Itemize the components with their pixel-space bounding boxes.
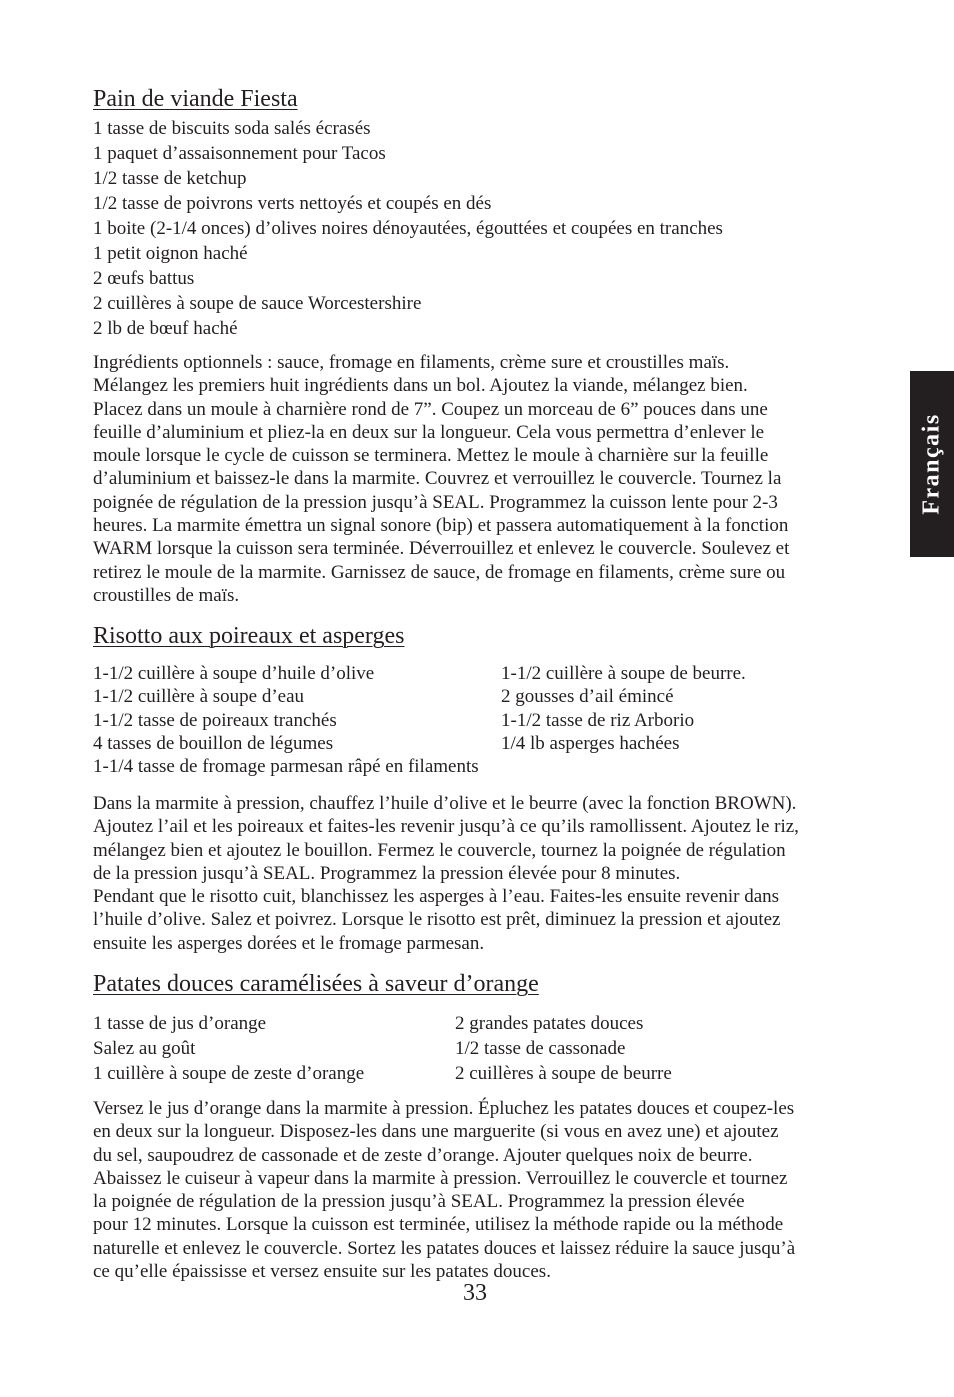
instruction-line: d’aluminium et baissez-le dans la marmite. Couvrez et verrouillez le couvercle. Tournez la — [93, 468, 782, 490]
ingredient-line: 1-1/2 tasse de poireaux tranchés — [93, 709, 337, 731]
ingredient-line: 1 cuillère à soupe de zeste d’orange — [93, 1063, 365, 1084]
instruction-line: Versez le jus d’orange dans la marmite à pression. Épluchez les patates douces et coupez-les — [93, 1098, 795, 1119]
ingredient-line: 2 cuillères à soupe de beurre — [455, 1063, 672, 1084]
recipe-title-pain-de-viande: Pain de viande Fiesta — [93, 86, 298, 112]
instruction-line: retirez le moule de la marmite. Garnissez de sauce, de fromage en filaments, crème sure ou — [93, 561, 786, 583]
instruction-line: Mélangez les premiers huit ingrédients dans un bol. Ajoutez la viande, mélangez bien. — [93, 375, 748, 397]
ingredient-line: 4 tasses de bouillon de légumes — [93, 732, 334, 754]
instruction-line: feuille d’aluminium et pliez-la en deux sur la longueur. Cela vous permettra d’enlever le — [93, 421, 765, 443]
ingredient-line: 1-1/2 cuillère à soupe d’eau — [93, 686, 305, 708]
instruction-line: Dans la marmite à pression, chauffez l’huile d’olive et le beurre (avec la fonction BROWN). — [93, 793, 797, 814]
ingredient-line: 1-1/4 tasse de fromage parmesan râpé en filaments — [93, 756, 479, 778]
ingredient-line: 2 grandes patates douces — [455, 1013, 644, 1034]
instructions-patates-douces — [93, 1097, 795, 1283]
instruction-line: mélangez bien et ajoutez le bouillon. Fermez le couvercle, tournez la poignée de régulation — [93, 839, 786, 861]
ingredient-line: 1/4 lb asperges hachées — [501, 732, 680, 754]
ingredient-line: 1/2 tasse de ketchup — [93, 168, 247, 189]
ingredient-line: 1-1/2 cuillère à soupe de beurre. — [501, 663, 746, 684]
ingredient-line: 1 tasse de biscuits soda salés écrasés — [93, 118, 371, 139]
instruction-line: ensuite les asperges dorées et le fromage parmesan. — [93, 932, 485, 954]
language-side-tab — [910, 371, 954, 557]
ingredient-line: 1/2 tasse de cassonade — [455, 1038, 626, 1059]
ingredient-line: 1 petit oignon haché — [93, 243, 248, 264]
language-tab-label: Français — [918, 413, 945, 515]
instruction-line: pour 12 minutes. Lorsque la cuisson est terminée, utilisez la méthode rapide ou la méthode — [93, 1214, 784, 1236]
ingredient-line: 1 paquet d’assaisonnement pour Tacos — [93, 143, 386, 164]
ingredient-line: Salez au goût — [93, 1038, 196, 1059]
instruction-line: Ingrédients optionnels : sauce, fromage en filaments, crème sure et croustilles maïs. — [93, 352, 730, 373]
ingredient-list-patates-left — [93, 1011, 364, 1086]
instruction-line: moule lorsque le cycle de cuisson se terminera. Mettez le moule à charnière sur la feuille — [93, 445, 769, 467]
ingredient-list-pain-de-viande — [93, 116, 723, 341]
instruction-line: croustilles de maïs. — [93, 584, 240, 606]
ingredient-line: 1/2 tasse de poivrons verts nettoyés et coupés en dés — [93, 193, 492, 214]
instruction-line: Ajoutez l’ail et les poireaux et faites-les revenir jusqu’à ce qu’ils ramollissent. Ajoutez le riz, — [93, 816, 799, 838]
ingredient-line: 2 œufs battus — [93, 268, 195, 289]
instruction-line: Pendant que le risotto cuit, blanchissez les asperges à l’eau. Faites-les ensuite revenir dans — [93, 886, 780, 908]
instruction-line: du sel, saupoudrez de cassonade et de zeste d’orange. Ajouter quelques noix de beurre. — [93, 1144, 753, 1166]
ingredient-list-risotto-left — [93, 662, 479, 778]
ingredient-line: 1-1/2 tasse de riz Arborio — [501, 709, 695, 731]
ingredient-line: 1-1/2 cuillère à soupe d’huile d’olive — [93, 663, 375, 684]
instruction-line: Abaissez le cuiseur à vapeur dans la marmite à pression. Verrouillez le couvercle et tournez — [93, 1167, 788, 1189]
instruction-line: WARM lorsque la cuisson sera terminée. Déverrouillez et enlevez le couvercle. Soulevez et — [93, 538, 790, 560]
instruction-line: Placez dans un moule à charnière rond de 7”. Coupez un morceau de 6” pouces dans une — [93, 398, 768, 420]
instructions-pain-de-viande — [93, 351, 789, 607]
instruction-line: ce qu’elle épaississe et versez ensuite sur les patates douces. — [93, 1261, 551, 1283]
ingredient-list-patates-right — [455, 1011, 672, 1086]
ingredient-line: 2 lb de bœuf haché — [93, 318, 238, 339]
instruction-line: l’huile d’olive. Salez et poivrez. Lorsque le risotto est prêt, diminuez la pression et ajoutez — [93, 909, 781, 931]
instruction-line: heures. La marmite émettra un signal sonore (bip) et passera automatiquement à la fonction — [93, 515, 789, 537]
recipe-title-risotto: Risotto aux poireaux et asperges — [93, 623, 405, 649]
ingredient-line: 1 boite (2-1/4 onces) d’olives noires dénoyautées, égouttées et coupées en tranches — [93, 218, 723, 239]
recipe-title-patates-douces: Patates douces caramélisées à saveur d’orange — [93, 971, 539, 997]
instructions-risotto — [93, 792, 799, 955]
instruction-line: poignée de régulation de la pression jusqu’à SEAL. Programmez la cuisson lente pour 2-3 — [93, 491, 778, 513]
instruction-line: en deux sur la longueur. Disposez-les dans une marguerite (si vous en avez une) et ajoutez — [93, 1121, 779, 1143]
ingredient-list-risotto-right — [501, 662, 746, 755]
instruction-line: la poignée de régulation de la pression jusqu’à SEAL. Programmez la pression élevée — [93, 1191, 745, 1213]
instruction-line: naturelle et enlevez le couvercle. Sortez les patates douces et laissez réduire la sauce jusqu’à — [93, 1237, 796, 1259]
ingredient-line: 1 tasse de jus d’orange — [93, 1013, 267, 1034]
instruction-line: de la pression jusqu’à SEAL. Programmez la pression élevée pour 8 minutes. — [93, 862, 681, 884]
ingredient-line: 2 gousses d’ail émincé — [501, 686, 674, 708]
ingredient-line: 2 cuillères à soupe de sauce Worcestershire — [93, 293, 422, 314]
page-number: 33 — [463, 1280, 487, 1306]
